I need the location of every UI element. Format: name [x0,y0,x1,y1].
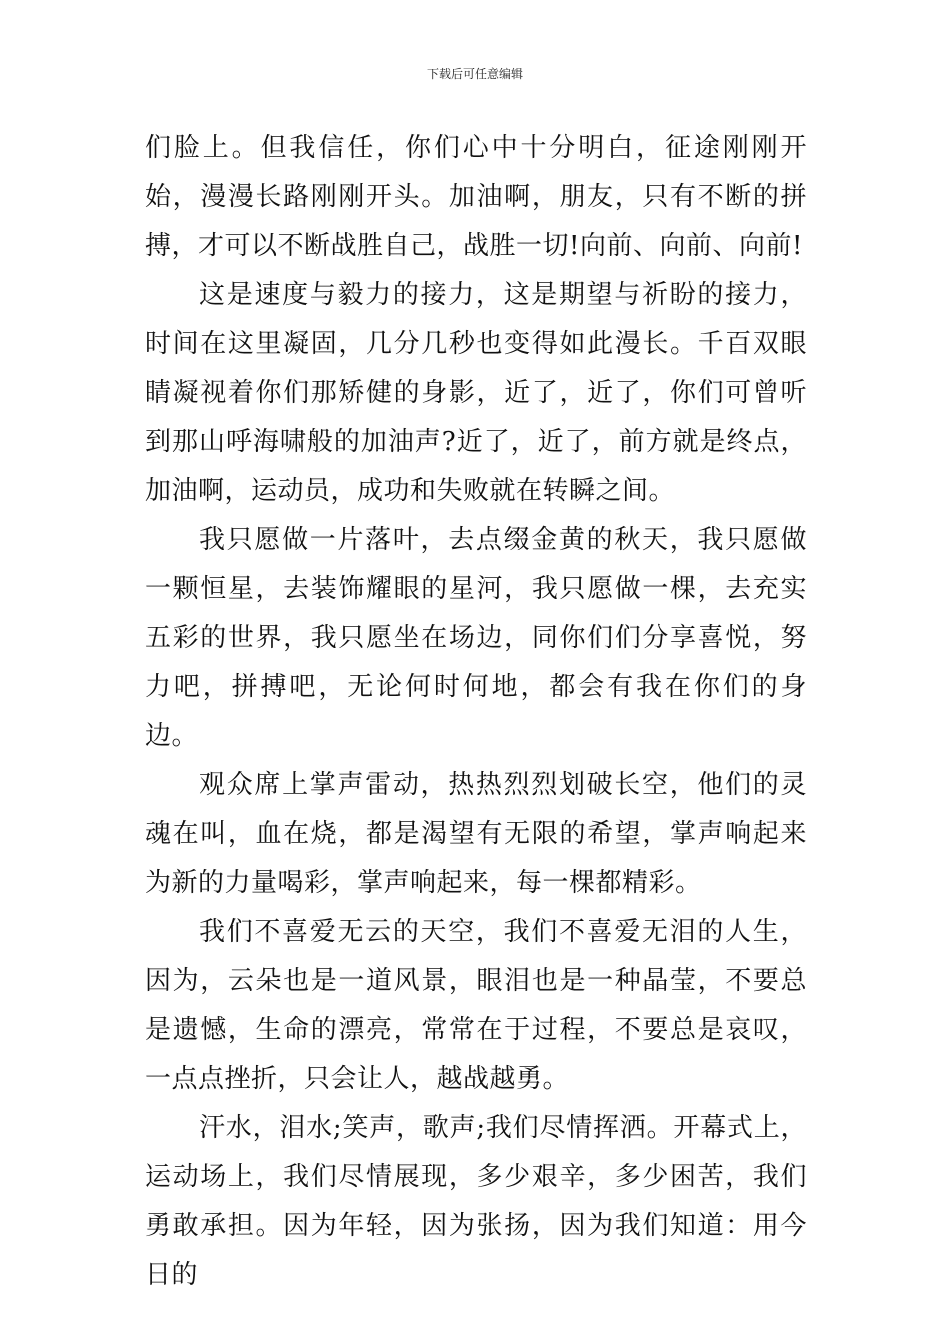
paragraph-1: 们脸上。但我信任，你们心中十分明白，征途刚刚开始，漫漫长路刚刚开头。加油啊，朋友，只有不断的拼搏，才可以不断战胜自己，战胜一切!向前、向前、向前! [145,133,807,261]
paragraph-4: 观众席上掌声雷动，热热烈烈划破长空，他们的灵魂在叫，血在烧，都是渴望有无限的希望，掌声响起来为新的力量喝彩，掌声响起来，每一棵都精彩。 [145,770,807,898]
document-body [145,124,807,1300]
page-header-note: 下载后可任意编辑 [426,67,523,81]
paragraph-5: 我们不喜爱无云的天空，我们不喜爱无泪的人生，因为，云朵也是一道风景，眼泪也是一种晶莹，不要总是遗憾，生命的漂亮，常常在于过程，不要总是哀叹，一点点挫折，只会让人，越战越勇。 [145,917,807,1094]
paragraph-6: 汗水，泪水;笑声，歌声;我们尽情挥洒。开幕式上，运动场上，我们尽情展现，多少艰辛，多少困苦，我们勇敢承担。因为年轻，因为张扬，因为我们知道：用今日的 [145,1113,807,1290]
paragraph-3: 我只愿做一片落叶，去点缀金黄的秋天，我只愿做一颗恒星，去装饰耀眼的星河，我只愿做一棵，去充实五彩的世界，我只愿坐在场边，同你们们分享喜悦，努力吧，拼搏吧，无论何时何地，都会有我在你们的身边。 [145,525,807,751]
paragraph-2: 这是速度与毅力的接力，这是期望与祈盼的接力，时间在这里凝固，几分几秒也变得如此漫长。千百双眼睛凝视着你们那矫健的身影，近了，近了，你们可曾听到那山呼海啸般的加油声?近了，近了，前方就是终点，加油啊，运动员，成功和失败就在转瞬之间。 [145,280,807,506]
